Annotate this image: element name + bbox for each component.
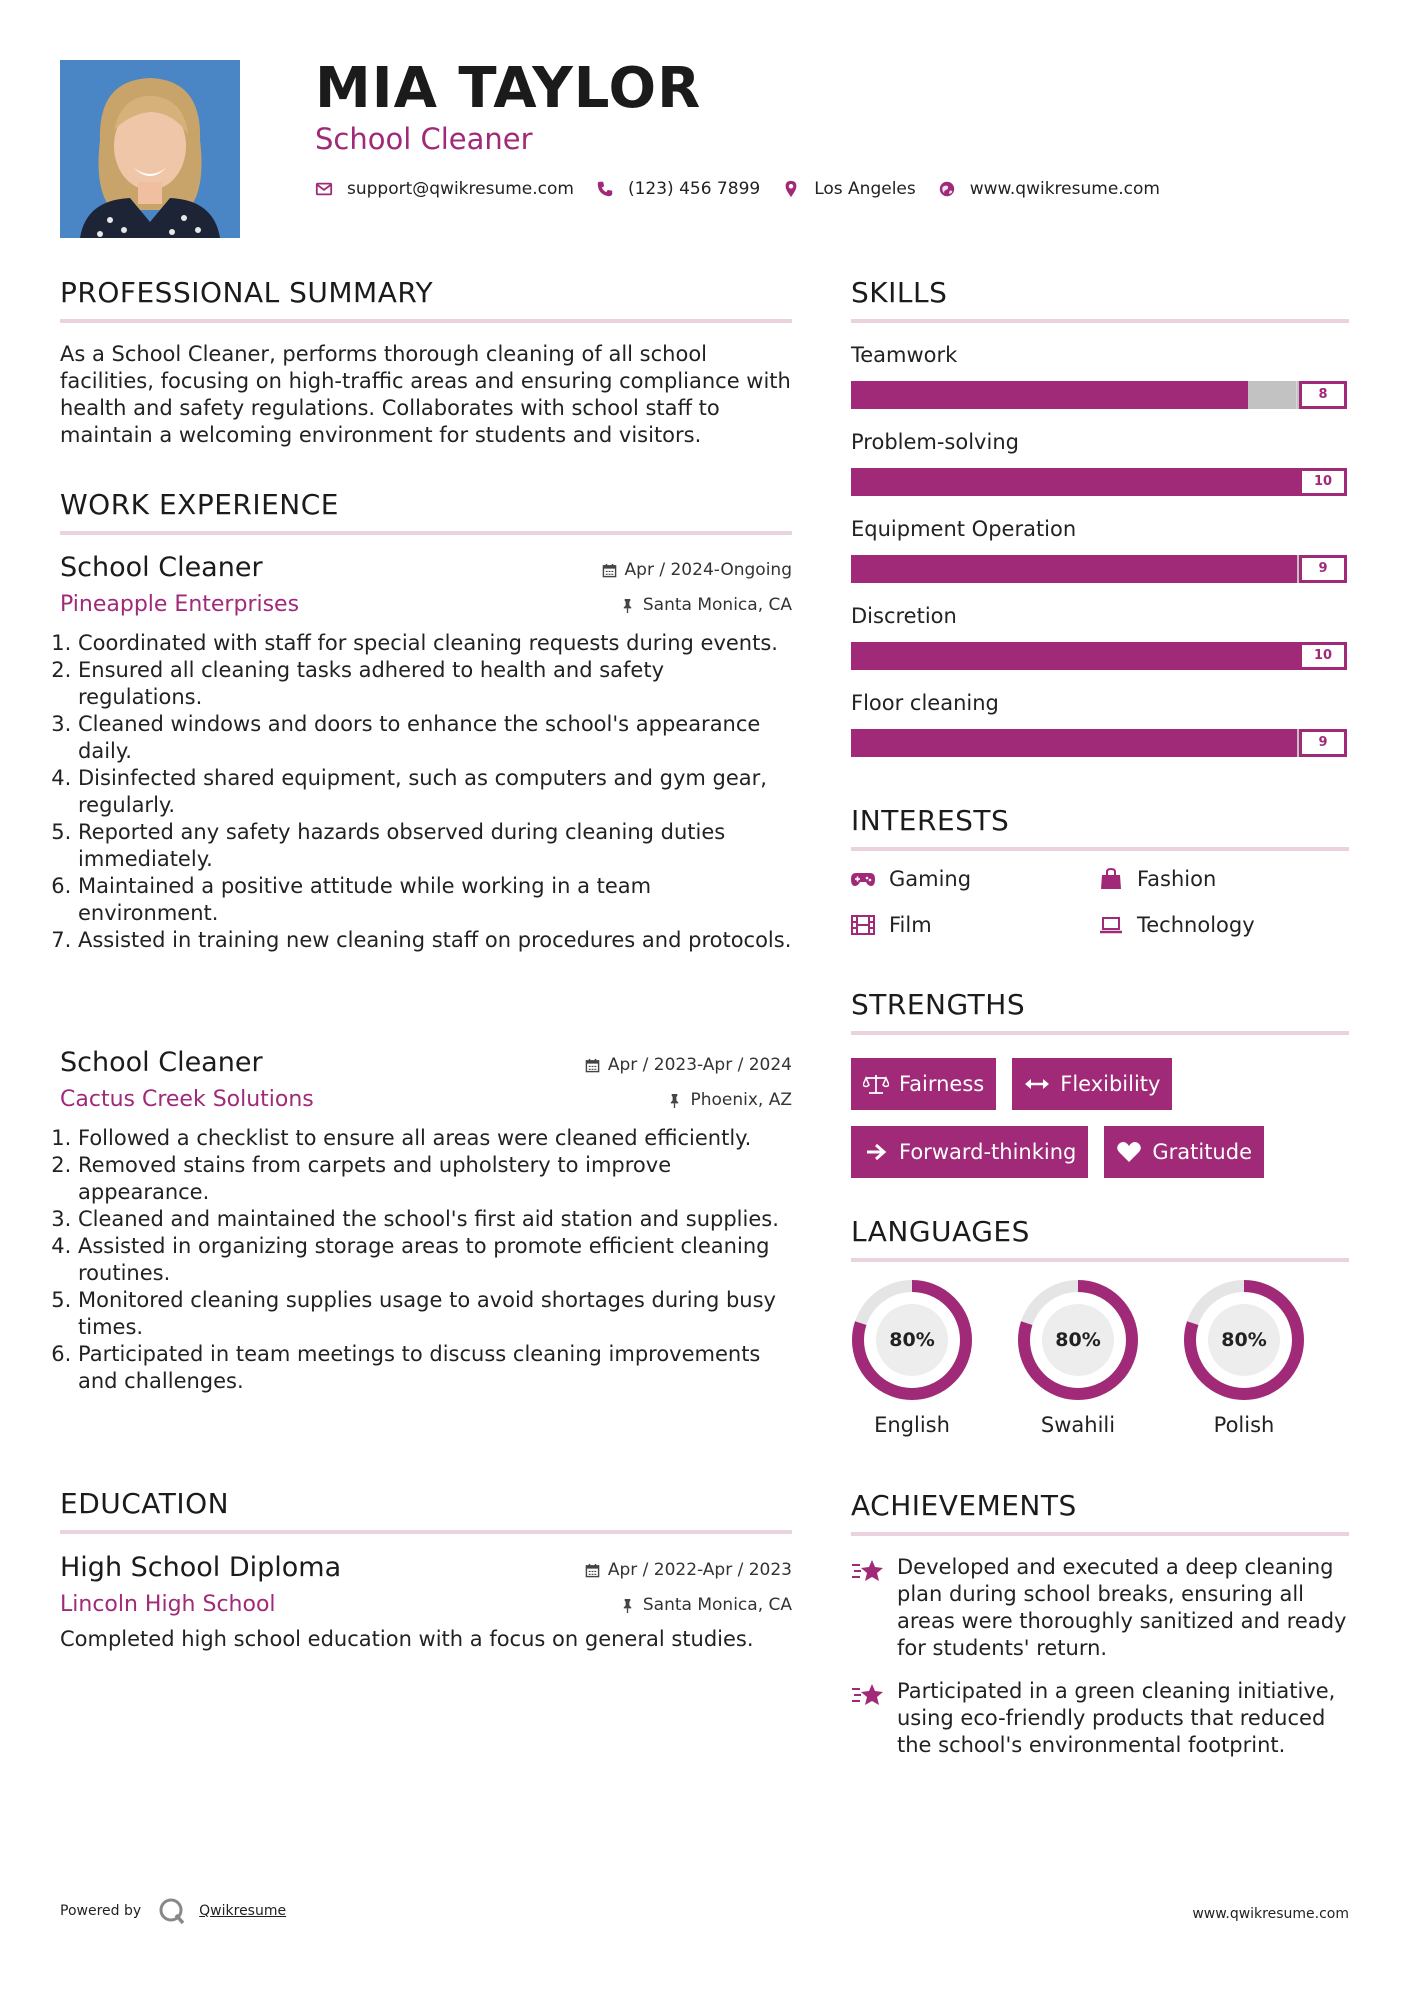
achievement-item	[851, 1678, 1349, 1759]
skill-segment	[950, 729, 1000, 757]
envelope-icon	[315, 180, 333, 198]
skill-segment	[1149, 381, 1199, 409]
skill-segment	[1198, 729, 1248, 757]
summary-heading: PROFESSIONAL SUMMARY	[60, 276, 792, 323]
location-text: Los Angeles	[814, 179, 916, 199]
language-item	[1183, 1279, 1349, 1437]
balance-scale-icon	[863, 1073, 889, 1095]
languages-list	[851, 1279, 1349, 1437]
education-location-text: Santa Monica, CA	[642, 1595, 792, 1615]
skill-segment	[1099, 642, 1149, 670]
summary-text: As a School Cleaner, performs thorough cleaning of all school facilities, focusing on high-traffic areas and ensuring compliance with health and safety regulations. Collaborates with school staff to maintain a welcoming environment for students and visitors.	[60, 342, 791, 447]
skill-bar	[851, 555, 1347, 583]
film-icon	[851, 914, 875, 936]
skill-segment	[1049, 729, 1099, 757]
education-dates	[585, 1560, 792, 1580]
skill-item	[851, 517, 1349, 583]
achievements-heading: ACHIEVEMENTS	[851, 1489, 1349, 1536]
skill-bar	[851, 729, 1347, 757]
footer-url[interactable]: www.qwikresume.com	[1192, 1906, 1349, 1922]
calendar-icon	[585, 1563, 600, 1578]
skill-segment	[1000, 555, 1050, 583]
bullet: 1. Followed a checklist to ensure all areas were cleaned efficiently.	[78, 1125, 792, 1152]
skill-segment	[901, 555, 951, 583]
website-text: www.qwikresume.com	[969, 179, 1160, 199]
school-name: Lincoln High School	[60, 1592, 276, 1617]
achievement-text: Participated in a green cleaning initiative, using eco-friendly products that reduced the school's environmental footprint.	[897, 1679, 1336, 1757]
pushpin-icon	[620, 598, 635, 613]
degree-title: High School Diploma	[60, 1552, 342, 1583]
skill-segment	[950, 381, 1000, 409]
interest-technology	[1099, 912, 1347, 938]
job-dates-text: Apr / 2023-Apr / 2024	[607, 1055, 792, 1075]
skill-segment	[851, 555, 901, 583]
strength-badge	[851, 1126, 1088, 1178]
skill-bar	[851, 468, 1347, 496]
education-heading: EDUCATION	[60, 1487, 792, 1534]
skill-item	[851, 604, 1349, 670]
skill-segment	[1149, 642, 1199, 670]
language-name: English	[874, 1413, 950, 1437]
skill-segment	[950, 468, 1000, 496]
skill-segment	[1248, 555, 1298, 583]
skill-name: Floor cleaning	[851, 691, 999, 715]
skill-segment	[1149, 555, 1199, 583]
skill-name: Problem-solving	[851, 430, 1019, 454]
interest-label: Film	[889, 913, 932, 937]
star-award-icon	[851, 1680, 885, 1710]
skill-segment	[851, 468, 901, 496]
strength-badge	[851, 1058, 996, 1110]
experience-heading: WORK EXPERIENCE	[60, 488, 792, 535]
achievement-item	[851, 1554, 1349, 1662]
skill-score: 9	[1299, 555, 1347, 583]
skill-segment	[1248, 468, 1298, 496]
skill-segment	[851, 381, 901, 409]
language-progress-ring	[1183, 1279, 1305, 1401]
skill-name: Discretion	[851, 604, 957, 628]
strength-badge	[1012, 1058, 1172, 1110]
skill-segment	[1198, 555, 1248, 583]
qwikresume-logo-icon	[157, 1896, 187, 1926]
education-location	[620, 1595, 792, 1615]
phone-text: (123) 456 7899	[627, 179, 761, 199]
interests-grid	[851, 866, 1349, 938]
job-location-text: Phoenix, AZ	[690, 1090, 792, 1110]
skill-segment	[1099, 555, 1149, 583]
skill-segment	[1198, 468, 1248, 496]
skill-segment	[851, 642, 901, 670]
achievements-list	[851, 1554, 1349, 1775]
job-dates	[585, 1055, 792, 1075]
skill-segment	[1248, 381, 1298, 409]
interest-label: Gaming	[889, 867, 972, 891]
skill-segment	[1099, 468, 1149, 496]
job-dates-text: Apr / 2024-Ongoing	[624, 560, 792, 580]
skill-segment	[1000, 729, 1050, 757]
pushpin-icon	[667, 1093, 682, 1108]
arrow-right-icon	[863, 1141, 889, 1163]
skill-segment	[901, 381, 951, 409]
job-location	[620, 595, 792, 615]
education-description: Completed high school education with a focus on general studies.	[60, 1627, 754, 1651]
skill-segment	[1049, 468, 1099, 496]
contact-bar	[315, 179, 1182, 199]
gamepad-icon	[851, 868, 875, 890]
contact-website[interactable]	[938, 179, 1160, 199]
skill-segment	[1149, 468, 1199, 496]
skill-score: 10	[1299, 468, 1347, 496]
powered-by-text: Powered by	[60, 1903, 142, 1919]
strength-label: Forward-thinking	[899, 1140, 1077, 1164]
candidate-name: MIA TAYLOR	[315, 56, 702, 121]
skill-segment	[901, 729, 951, 757]
strength-label: Flexibility	[1060, 1072, 1161, 1096]
job-title: School Cleaner	[60, 552, 263, 583]
job-bullets	[60, 630, 792, 954]
skill-segment	[1049, 555, 1099, 583]
bullet: 7. Assisted in training new cleaning staff on procedures and protocols.	[78, 927, 792, 954]
strength-label: Gratitude	[1152, 1140, 1252, 1164]
star-award-icon	[851, 1556, 885, 1586]
skill-segment	[1099, 729, 1149, 757]
achievement-text: Developed and executed a deep cleaning plan during school breaks, ensuring all areas were thoroughly sanitized and ready for students' return.	[897, 1555, 1347, 1660]
skill-item	[851, 343, 1349, 409]
bullet: 5. Reported any safety hazards observed during cleaning duties immediately.	[78, 819, 792, 873]
skill-segment	[1248, 729, 1298, 757]
skill-segment	[901, 642, 951, 670]
skill-segment	[1049, 642, 1099, 670]
bullet: 6. Participated in team meetings to discuss cleaning improvements and challenges.	[78, 1341, 792, 1395]
skill-segment	[1049, 381, 1099, 409]
pushpin-icon	[620, 1598, 635, 1613]
language-name: Swahili	[1040, 1413, 1116, 1437]
contact-location	[782, 179, 916, 199]
interest-label: Fashion	[1137, 867, 1217, 891]
bullet: 3. Cleaned windows and doors to enhance the school's appearance daily.	[78, 711, 792, 765]
skill-segment	[1000, 642, 1050, 670]
job-entry-1	[60, 552, 792, 954]
job-dates	[602, 560, 792, 580]
skill-item	[851, 430, 1349, 496]
language-progress-ring	[1017, 1279, 1139, 1401]
calendar-icon	[585, 1058, 600, 1073]
job-bullets	[60, 1125, 792, 1395]
shopping-bag-icon	[1099, 868, 1123, 890]
interest-gaming	[851, 866, 1099, 892]
strengths-heading: STRENGTHS	[851, 988, 1349, 1035]
skill-segment	[851, 729, 901, 757]
skill-segment	[901, 468, 951, 496]
skill-segment	[1000, 468, 1050, 496]
job-company: Cactus Creek Solutions	[60, 1087, 314, 1112]
candidate-title: School Cleaner	[315, 122, 533, 156]
bullet: 6. Maintained a positive attitude while working in a team environment.	[78, 873, 792, 927]
skill-segment	[1198, 642, 1248, 670]
phone-icon	[596, 180, 614, 198]
education-dates-text: Apr / 2022-Apr / 2023	[607, 1560, 792, 1580]
skill-segment	[1000, 381, 1050, 409]
interest-label: Technology	[1137, 913, 1255, 937]
bullet: 5. Monitored cleaning supplies usage to avoid shortages during busy times.	[78, 1287, 792, 1341]
job-company: Pineapple Enterprises	[60, 592, 300, 617]
contact-phone[interactable]	[596, 179, 760, 199]
skill-name: Equipment Operation	[851, 517, 1077, 541]
job-title: School Cleaner	[60, 1047, 263, 1078]
skill-name: Teamwork	[851, 343, 958, 367]
language-progress-ring	[851, 1279, 973, 1401]
languages-heading: LANGUAGES	[851, 1215, 1349, 1262]
portrait-illustration	[60, 60, 240, 238]
bullet: 2. Ensured all cleaning tasks adhered to health and safety regulations.	[78, 657, 792, 711]
bullet: 4. Assisted in organizing storage areas to promote efficient cleaning routines.	[78, 1233, 792, 1287]
language-item	[851, 1279, 1017, 1437]
map-pin-icon	[782, 180, 800, 198]
skill-segment	[1248, 642, 1298, 670]
skill-item	[851, 691, 1349, 757]
skills-heading: SKILLS	[851, 276, 1349, 323]
language-name: Polish	[1213, 1413, 1275, 1437]
bullet: 2. Removed stains from carpets and upholstery to improve appearance.	[78, 1152, 792, 1206]
skill-segment	[1149, 729, 1199, 757]
bullet: 3. Cleaned and maintained the school's first aid station and supplies.	[78, 1206, 792, 1233]
profile-photo	[60, 60, 240, 238]
contact-email[interactable]	[315, 179, 574, 199]
language-percent: 80%	[1055, 1329, 1101, 1351]
job-location	[667, 1090, 792, 1110]
skill-score: 9	[1299, 729, 1347, 757]
laptop-icon	[1099, 914, 1123, 936]
footer-powered-by	[60, 1896, 286, 1926]
bullet: 4. Disinfected shared equipment, such as computers and gym gear, regularly.	[78, 765, 792, 819]
email-text: support@qwikresume.com	[347, 179, 574, 199]
skill-bar	[851, 642, 1347, 670]
interest-film	[851, 912, 1099, 938]
strength-label: Fairness	[899, 1072, 985, 1096]
skill-segment	[950, 642, 1000, 670]
skill-score: 8	[1299, 381, 1347, 409]
strength-badge	[1104, 1126, 1264, 1178]
education-entry	[60, 1552, 792, 1653]
skill-segment	[1198, 381, 1248, 409]
globe-icon	[938, 180, 956, 198]
interests-heading: INTERESTS	[851, 804, 1349, 851]
bullet: 1. Coordinated with staff for special cleaning requests during events.	[78, 630, 792, 657]
language-percent: 80%	[1221, 1329, 1267, 1351]
skill-score: 10	[1299, 642, 1347, 670]
skill-segment	[1099, 381, 1149, 409]
footer-brand-link[interactable]: Qwikresume	[199, 1903, 287, 1919]
skill-segment	[950, 555, 1000, 583]
heart-icon	[1116, 1141, 1142, 1163]
strengths-list	[851, 1058, 1349, 1194]
interest-fashion	[1099, 866, 1347, 892]
arrows-horizontal-icon	[1024, 1073, 1050, 1095]
skill-bar	[851, 381, 1347, 409]
language-percent: 80%	[889, 1329, 935, 1351]
job-location-text: Santa Monica, CA	[642, 595, 792, 615]
calendar-icon	[602, 563, 617, 578]
language-item	[1017, 1279, 1183, 1437]
job-entry-2	[60, 1047, 792, 1395]
